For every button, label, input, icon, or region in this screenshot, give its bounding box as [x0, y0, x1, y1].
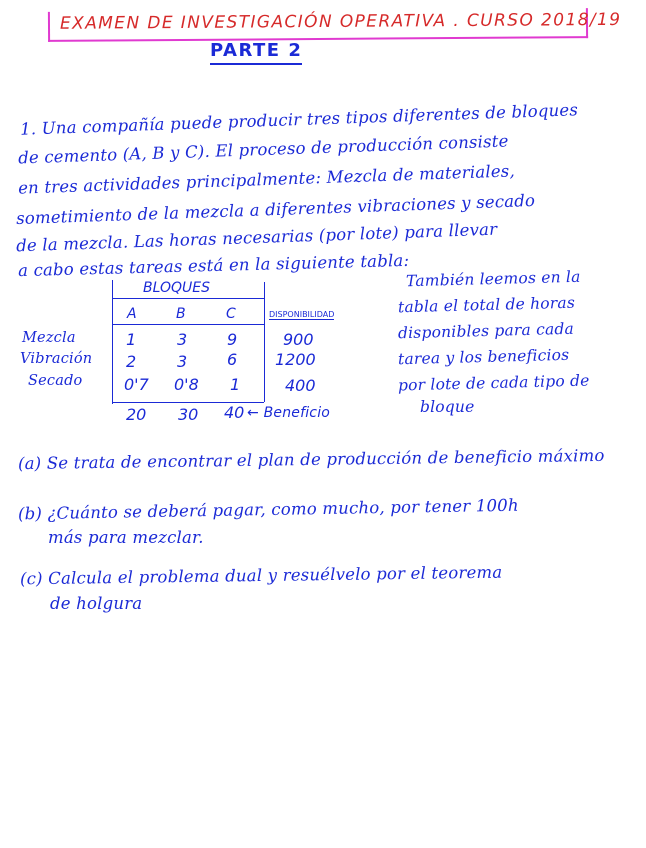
question-text: Se trata de encontrar el plan de producción de beneficio máximo [46, 445, 605, 473]
question-text: de holgura [50, 594, 143, 613]
divider [264, 282, 265, 402]
column-header: A [127, 306, 137, 322]
question-label: (b) [17, 503, 43, 524]
table-cell: 2 [126, 352, 137, 371]
profit-cell: 20 [126, 405, 147, 424]
question-text: ¿Cuánto se deberá pagar, como mucho, por tener 100h [47, 495, 519, 523]
problem-line: de cemento (A, B y C). El proceso de producción consiste [17, 131, 509, 168]
problem-line: 1. Una compañía puede producir tres tipos diferentes de bloques [19, 100, 579, 139]
side-note-line: disponibles para cada [397, 319, 575, 343]
table-cell: 0'7 [124, 375, 149, 394]
table-cell: 3 [177, 352, 188, 371]
group-header: BLOQUES [143, 280, 210, 296]
problem-line: en tres actividades principalmente: Mezcla de materiales, [17, 161, 516, 198]
profit-cell: 40 [224, 403, 245, 422]
row-label: Vibración [20, 351, 93, 367]
row-label: Mezcla [22, 330, 76, 346]
problem-line: a cabo estas tareas está en la siguiente tabla: [17, 250, 410, 281]
question-c [20, 563, 503, 589]
side-note-line: tarea y los beneficios [397, 345, 570, 369]
exam-title: EXAMEN DE INVESTIGACIÓN OPERATIVA . CURSO 2018/19 [59, 9, 622, 34]
table-cell: 1 [230, 375, 241, 394]
problem-line: de la mezcla. Las horas necesarias (por lote) para llevar [15, 219, 498, 256]
table-cell: 3 [177, 330, 188, 349]
question-b [18, 496, 519, 524]
problem-line: sometimiento de la mezcla a diferentes vibraciones y secado [15, 190, 536, 229]
column-header: C [226, 306, 236, 322]
divider [112, 298, 264, 299]
exam-title-box [48, 8, 622, 42]
table-cell: 0'8 [174, 375, 199, 394]
row-label: Secado [28, 373, 83, 389]
question-label: (a) [17, 453, 42, 474]
profit-label: ← Beneficio [247, 405, 331, 421]
divider [112, 280, 113, 404]
availability-cell: 900 [283, 330, 314, 349]
table-cell: 9 [227, 330, 238, 349]
question-text: Calcula el problema dual y resuélvelo por el teorema [48, 562, 503, 588]
side-note-line: También leemos en la [405, 267, 581, 291]
table-cell: 6 [227, 350, 238, 369]
side-note-line: tabla el total de horas [397, 293, 576, 317]
side-note-line: bloque [420, 398, 475, 416]
question-label: (c) [19, 569, 43, 589]
divider [112, 324, 264, 325]
availability-cell: 1200 [275, 350, 316, 369]
availability-cell: 400 [285, 376, 316, 395]
question-text: más para mezclar. [48, 528, 204, 547]
profit-cell: 30 [178, 405, 199, 424]
part-title: PARTE 2 [210, 40, 302, 65]
column-header: B [176, 306, 186, 322]
side-note-line: por lote de cada tipo de [397, 371, 590, 395]
availability-header: DISPONIBILIDAD [269, 310, 335, 319]
question-a [18, 446, 605, 473]
table-cell: 1 [126, 330, 137, 349]
